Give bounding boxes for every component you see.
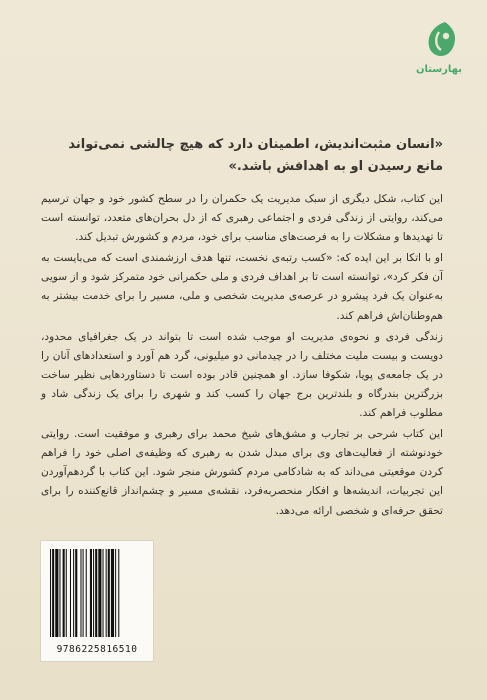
publisher-name: بهارستان [415, 64, 463, 75]
publisher-logo [415, 16, 467, 82]
pull-quote: «انسان مثبت‌اندیش، اطمینان دارد که هیچ چالشی نمی‌تواند مانع رسیدن او به اهدافش باشد.» [68, 137, 443, 174]
isbn-barcode [40, 540, 154, 662]
blurb-paragraph: این کتاب شرحی بر تجارب و مشق‌های شیخ محمد برای رهبری و موفقیت است. روایتی خودنوشته از فعالیت‌های وی برای مبدل شدن به رهبری که وظیفه‌ی اصلی خود را فراهم کردن موقعیتی می‌داند که به شادکامی مردم کشورش منجر شود. این کتاب با گردهم‌آوردن این تجربیات، اندیشه‌ها و افکار منحصربه‌فرد، نقشه‌ی مسیر و چشم‌انداز قانع‌کننده را برای تحقق حرفه‌ای و شخصی ارائه می‌دهد. [41, 428, 443, 517]
leaf-logo-icon [415, 16, 467, 68]
blurb-paragraph: زندگی فردی و نحوه‌ی مدیریت او موجب شده است تا بتواند در یک جغرافیای محدود، دویست و بیست ملیت مختلف را در چیدمانی دو میلیونی، گرد هم آورد و استعدادهای آنان را در یک جامعه‌ی پویا، شکوفا سازد. او همچنین قادر بوده است تا دستاوردهایی نظیر ساخت بزرگترین بندرگاه و بلندترین برج جهان را کسب کند و شهری را برای یک زندگی شاد و مطلوب فراهم کند. [41, 330, 443, 420]
isbn-number: 9786225816510 [56, 644, 138, 655]
blurb-paragraph: او با اتکا بر این ایده که: «کسب رتبه‌ی نخست، تنها هدف ارزشمندی است که می‌بایست به آن فکر کرد»، توانسته است تا بر اهداف فردی و ملی حکمرانی خود متمرکز شود و از سویی به‌عنوان یک فرد پیشرو در عرصه‌ی مدیریت شخصی و ملی، مسیر را برای خدمت بیشتر به هم‌وطنان‌اش فراهم کند. [41, 252, 443, 322]
barcode-bars [48, 549, 146, 637]
blurb-paragraph: این کتاب، شکل دیگری از سبک مدیریت یک حکمران را در سطح کشور خود و جهان ترسیم می‌کند، روایتی از زندگی فردی و اجتماعی رهبری که از دل بحران‌های متعدد، توانسته است تا تهدیدها و مشکلات را به فرصت‌های مناسب برای خود، مردم و کشورش تبدیل کند. [41, 193, 443, 244]
blurb-text [41, 190, 443, 523]
